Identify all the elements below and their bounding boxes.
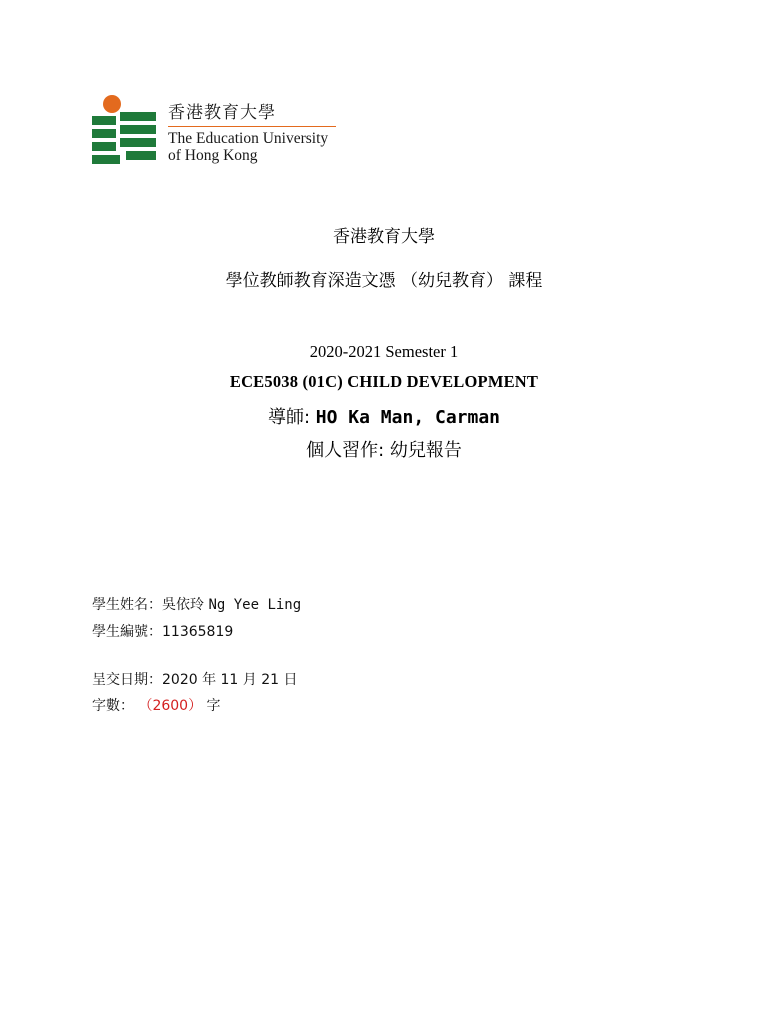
student-id-value: 11365819 — [162, 624, 234, 640]
logo-name-zh: 香港教育大學 — [168, 103, 276, 123]
assignment-title: 幼兒報告 — [389, 440, 462, 461]
student-name-en: Ng Yee Ling — [208, 597, 302, 613]
tutor-label: 導師: — [267, 407, 311, 428]
logo-divider — [168, 126, 336, 127]
student-id-row — [92, 621, 233, 641]
logo-orange-dot — [103, 95, 121, 113]
student-id-label: 學生編號： — [92, 624, 162, 640]
assignment-line — [0, 436, 768, 462]
submission-date-row — [92, 669, 298, 689]
eduhk-emblem-icon — [92, 94, 158, 168]
semester-line: 2020-2021 Semester 1 — [309, 342, 459, 361]
submission-date-value: 2020 年 11 月 21 日 — [162, 672, 298, 688]
student-name-label: 學生姓名： — [92, 597, 162, 613]
logo-name-en-line2: of Hong Kong — [168, 147, 258, 164]
student-name-row — [92, 594, 301, 614]
word-count-row — [92, 695, 221, 715]
logo-wordmark — [168, 104, 340, 164]
course-title: ECE5038 (01C) CHILD DEVELOPMENT — [229, 372, 539, 391]
logo-name-en-line1: The Education University — [168, 130, 329, 147]
submission-date-label: 呈交日期： — [92, 672, 162, 688]
word-count-label: 字數： — [92, 698, 134, 714]
university-logo — [92, 94, 352, 174]
word-count-value: （2600） — [138, 698, 203, 714]
word-count-unit: 字 — [206, 698, 221, 714]
assignment-label: 個人習作: — [306, 440, 385, 461]
programme-title: 學位教師教育深造文憑 （幼兒教育） 課程 — [225, 271, 543, 291]
tutor-line — [0, 403, 768, 429]
student-name-zh: 吳依玲 — [162, 597, 204, 613]
tutor-name: HO Ka Man, Carman — [315, 407, 501, 428]
university-title: 香港教育大學 — [333, 227, 435, 247]
